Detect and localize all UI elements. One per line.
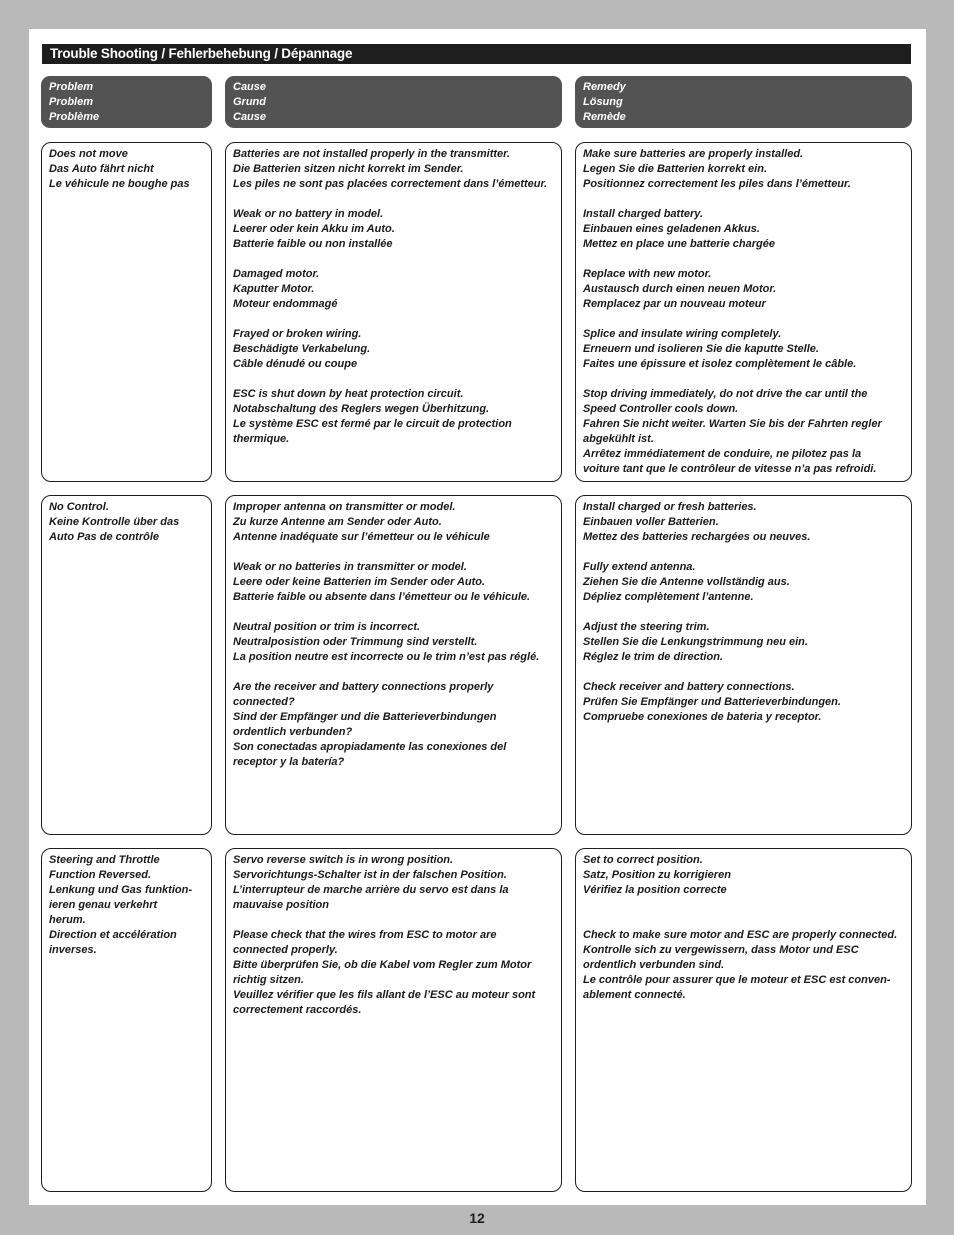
cell-text-line: Weak or no battery in model. — [233, 208, 384, 220]
cell-text-line: Die Batterien sitzen nicht korrekt im Sender. — [233, 163, 464, 175]
paragraph-gap — [233, 913, 554, 928]
cell-text-line: correctement raccordés. — [233, 1004, 362, 1016]
cell-text-line: L’interrupteur de marche arrière du servo est dans la — [233, 884, 509, 896]
cell-text-line: Stellen Sie die Lenkungstrimmung neu ein. — [583, 636, 808, 648]
cell-text-line: Das Auto fährt nicht — [49, 163, 154, 175]
cell-text-line: Weak or no batteries in transmitter or model. — [233, 561, 467, 573]
cell-text-line: La position neutre est incorrecte ou le trim n’est pas réglé. — [233, 651, 540, 663]
cell-text-line: Câble dénudé ou coupe — [233, 358, 358, 370]
cell-text-line: Batterie faible ou non installée — [233, 238, 393, 250]
cell-text-line — [583, 913, 904, 928]
paragraph-gap — [233, 372, 554, 387]
cell-text-line: Servo reverse switch is in wrong position. — [233, 854, 454, 866]
cell-text-line: Make sure batteries are properly installed. — [583, 148, 804, 160]
section-title: Trouble Shooting / Fehlerbehebung / Dépannage — [42, 44, 911, 64]
cell-text-line: Mettez des batteries rechargées ou neuves. — [583, 531, 811, 543]
paragraph-gap — [233, 545, 554, 560]
cell-text-line: Function Reversed. — [49, 869, 152, 881]
cell-text-line: connected properly. — [233, 944, 338, 956]
header-cause — [225, 76, 562, 128]
paragraph-gap — [583, 665, 904, 680]
cell-text-line: Notabschaltung des Reglers wegen Überhitzung. — [233, 403, 490, 415]
cell-text-line: Check receiver and battery connections. — [583, 681, 795, 693]
cell-text-line: Are the receiver and battery connections properly connected? — [233, 681, 497, 708]
cell-text-line: Einbauen voller Batterien. — [583, 516, 719, 528]
cell-text-line: Austausch durch einen neuen Motor. — [583, 283, 777, 295]
paragraph-gap — [583, 252, 904, 267]
cell-text-line: mauvaise position — [233, 899, 329, 911]
cell-text-line: Moteur endommagé — [233, 298, 338, 310]
cell-text-line: Keine Kontrolle über das — [49, 516, 180, 528]
cell-text-line: Set to correct position. — [583, 854, 703, 866]
paragraph-gap — [583, 192, 904, 207]
cell-text-line: Positionnez correctement les piles dans l’émetteur. — [583, 178, 851, 190]
cell-text-line: Adjust the steering trim. — [583, 621, 710, 633]
remedy-cell-1 — [575, 142, 912, 482]
cell-text-line: Speed Controller cools down. — [583, 403, 739, 415]
cell-text-line: Veuillez vérifier que les fils allant de l’ESC au moteur sont — [233, 989, 536, 1001]
cell-text-line: Beschädigte Verkabelung. — [233, 343, 371, 355]
cell-text-line: herum. — [49, 914, 86, 926]
problem-cell-1 — [41, 142, 212, 482]
page-number: 12 — [469, 1210, 485, 1226]
cell-text-line: Replace with new motor. — [583, 268, 712, 280]
cell-text-line: Prüfen Sie Empfänger und Batterieverbindungen. — [583, 696, 841, 708]
cell-text-line: Einbauen eines geladenen Akkus. — [583, 223, 760, 235]
cell-text-line: Le véhicule ne boughe pas — [49, 178, 190, 190]
cell-text-line: Auto Pas de contrôle — [49, 531, 160, 543]
cell-text-line: Vérifiez la position correcte — [583, 884, 727, 896]
cell-text-line: Damaged motor. — [233, 268, 320, 280]
cell-text-line: Réglez le trim de direction. — [583, 651, 723, 663]
cell-text-line: Compruebe conexiones de bateria y receptor. — [583, 711, 822, 723]
cell-text-line: Antenne inadéquate sur l’émetteur ou le véhicule — [233, 531, 490, 543]
paragraph-gap — [233, 605, 554, 620]
paragraph-gap — [233, 192, 554, 207]
cell-text-line: Les piles ne sont pas placées correctement dans l’émetteur. — [233, 178, 548, 190]
cell-text-line: Fully extend antenna. — [583, 561, 696, 573]
cell-text-line: Kontrolle sich zu vergewissern, dass Motor und ESC — [583, 944, 859, 956]
remedy-cell-3 — [575, 848, 912, 1192]
cell-text-line: Install charged or fresh batteries. — [583, 501, 757, 513]
paragraph-gap — [583, 898, 904, 913]
cell-text-line: Legen Sie die Batterien korrekt ein. — [583, 163, 768, 175]
paragraph-gap — [233, 665, 554, 680]
cell-text-line: ordentlich verbunden? — [233, 726, 353, 738]
paragraph-gap — [233, 312, 554, 327]
cell-text-line: Dépliez complètement l’antenne. — [583, 591, 754, 603]
cell-text-line: Stop driving immediately, do not drive the car until the — [583, 388, 868, 400]
header-problem-fr: Problème — [49, 111, 100, 123]
cell-text-line: No Control. — [49, 501, 109, 513]
cell-text-line: Zu kurze Antenne am Sender oder Auto. — [233, 516, 442, 528]
cell-text-line: Sind der Empfänger und die Batterieverbindungen — [233, 711, 497, 723]
header-cause-en: Cause — [233, 81, 267, 93]
cell-text-line: abgekühlt ist. — [583, 433, 654, 445]
cell-text-line: Remplacez par un nouveau moteur — [583, 298, 766, 310]
cell-text-line: Please check that the wires from ESC to motor are — [233, 929, 497, 941]
cell-text-line: Ziehen Sie die Antenne vollständig aus. — [583, 576, 790, 588]
cell-text-line: voiture tant que le contrôleur de vitesse n’a pas refroidi. — [583, 463, 877, 475]
cell-text-line: Direction et accélération — [49, 929, 177, 941]
cell-text-line: Neutralposistion oder Trimmung sind verstellt. — [233, 636, 478, 648]
cell-text-line: ordentlich verbunden sind. — [583, 959, 725, 971]
paragraph-gap — [583, 545, 904, 560]
cause-cell-2 — [225, 495, 562, 835]
cell-text-line: Le contrôle pour assurer que le moteur et ESC est conven- — [583, 974, 891, 986]
header-problem-de: Problem — [49, 96, 94, 108]
cause-cell-3 — [225, 848, 562, 1192]
cell-text-line: Splice and insulate wiring completely. — [583, 328, 782, 340]
cell-text-line: Servorichtungs-Schalter ist in der falschen Position. — [233, 869, 507, 881]
cell-text-line: Le système ESC est fermé par le circuit de protection — [233, 418, 512, 430]
cell-text-line: Satz, Position zu korrigieren — [583, 869, 731, 881]
cell-text-line: Does not move — [49, 148, 128, 160]
cell-text-line: Bitte überprüfen Sie, ob die Kabel vom Regler zum Motor — [233, 959, 532, 971]
cell-text-line: ESC is shut down by heat protection circuit. — [233, 388, 464, 400]
cell-text-line: Frayed or broken wiring. — [233, 328, 362, 340]
header-remedy-de: Lösung — [583, 96, 623, 108]
cell-text-line: thermique. — [233, 433, 290, 445]
cell-text-line: Steering and Throttle — [49, 854, 160, 866]
cell-text-line: Arrêtez immédiatement de conduire, ne pilotez pas la — [583, 448, 862, 460]
paragraph-gap — [583, 312, 904, 327]
cell-text-line: Leere oder keine Batterien im Sender oder Auto. — [233, 576, 486, 588]
cell-text-line: Faites une épissure et isolez complètement le câble. — [583, 358, 857, 370]
cell-text-line: richtig sitzen. — [233, 974, 304, 986]
cell-text-line: ablement connecté. — [583, 989, 686, 1001]
paragraph-gap — [583, 605, 904, 620]
problem-cell-2 — [41, 495, 212, 835]
header-remedy-en: Remedy — [583, 81, 626, 93]
cell-text-line: receptor y la batería? — [233, 756, 345, 768]
cell-text-line: Mettez en place une batterie chargée — [583, 238, 775, 250]
paragraph-gap — [233, 252, 554, 267]
header-cause-de: Grund — [233, 96, 266, 108]
cell-text-line: Neutral position or trim is incorrect. — [233, 621, 421, 633]
header-problem — [41, 76, 212, 128]
cell-text-line: Batteries are not installed properly in the transmitter. — [233, 148, 510, 160]
cell-text-line: Lenkung und Gas funktion- — [49, 884, 192, 896]
header-remedy — [575, 76, 912, 128]
cell-text-line: Leerer oder kein Akku im Auto. — [233, 223, 395, 235]
cell-text-line: inverses. — [49, 944, 97, 956]
cell-text-line: Kaputter Motor. — [233, 283, 315, 295]
header-remedy-fr: Remède — [583, 111, 626, 123]
header-cause-fr: Cause — [233, 111, 267, 123]
paragraph-gap — [583, 372, 904, 387]
cell-text-line: Check to make sure motor and ESC are properly connected. — [583, 929, 898, 941]
manual-page — [29, 29, 926, 1205]
header-problem-en: Problem — [49, 81, 94, 93]
cell-text-line: Erneuern und isolieren Sie die kaputte Stelle. — [583, 343, 819, 355]
cell-text-line: Batterie faible ou absente dans l’émetteur ou le véhicule. — [233, 591, 531, 603]
cause-cell-1 — [225, 142, 562, 482]
cell-text-line: Install charged battery. — [583, 208, 704, 220]
cell-text-line: Improper antenna on transmitter or model. — [233, 501, 456, 513]
cell-text-line: Fahren Sie nicht weiter. Warten Sie bis der Fahrten regler — [583, 418, 882, 430]
cell-text-line: Son conectadas apropiadamente las conexiones del — [233, 741, 507, 753]
remedy-cell-2 — [575, 495, 912, 835]
cell-text-line: ieren genau verkehrt — [49, 899, 158, 911]
problem-cell-3 — [41, 848, 212, 1192]
